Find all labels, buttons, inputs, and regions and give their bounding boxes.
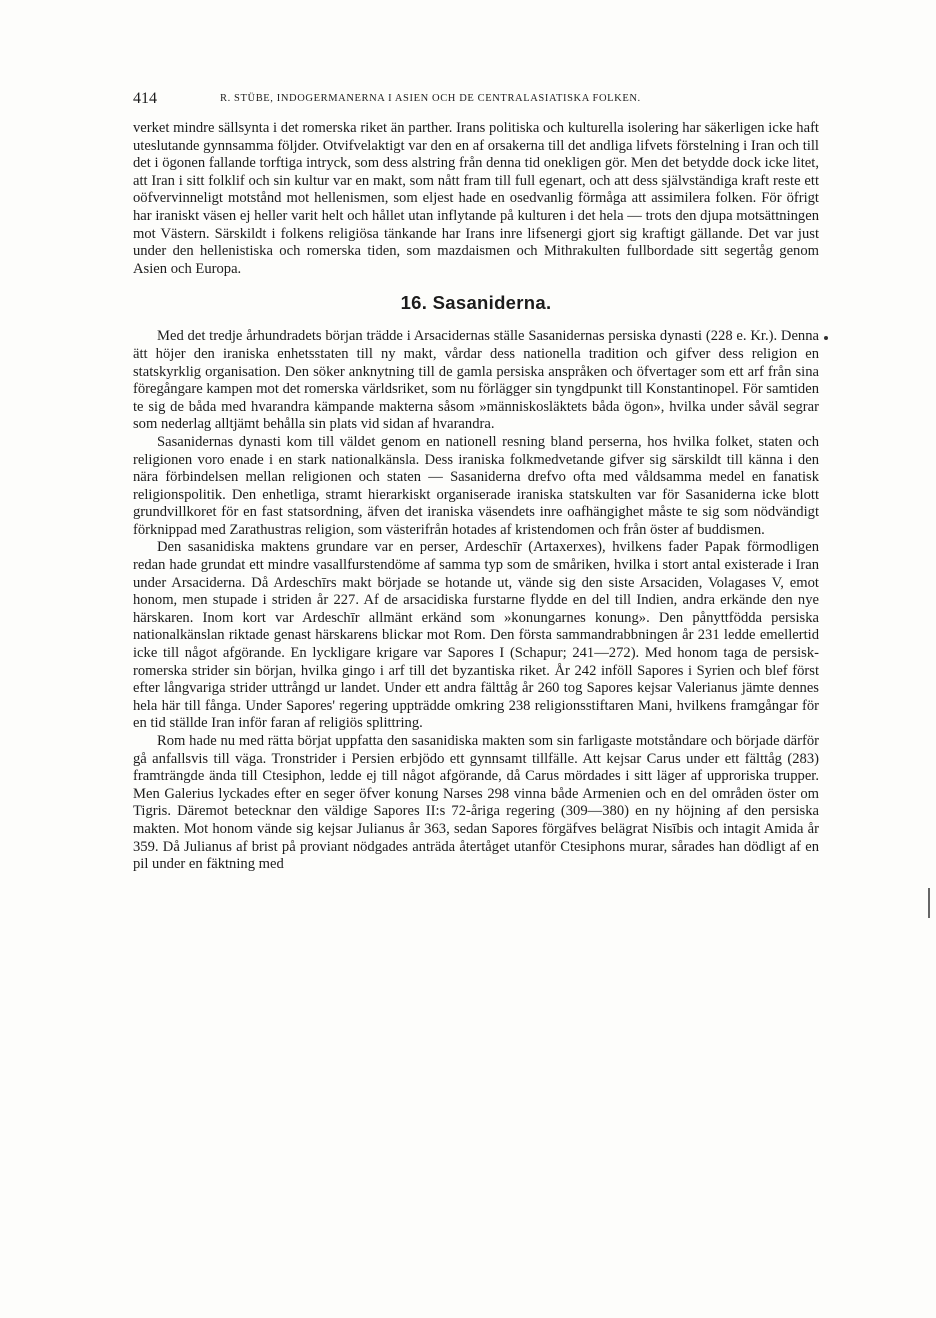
- paragraph: Sasanidernas dynasti kom till väldet genom en nationell resning bland perserna, hos hvilka folket, staten och religionen voro enade i en stark nationalkänsla. Dess iraniska folkmedvetande gifver sig särskildt till känna i den nära förbindelsen mellan religionen och staten — Sasaniderna drefvo ofta med våldsamma medel en fanatisk religionspolitik. Den enhetliga, stramt hierarkiskt organiserade iraniska statskulten var för Sasaniderna icke blott grundvillkoret för en fast statsordning, äfven det iraniska väsendets inre oafhängighet måste te sig som nödvändigt förknippad med Zarathustras religion, som västerifrån hotades af kristendomen och från öster af buddismen.: [133, 433, 819, 538]
- page-number: 414: [133, 90, 157, 107]
- speck-mark: [824, 336, 828, 340]
- page-body: [133, 90, 819, 874]
- paragraph: Rom hade nu med rätta börjat uppfatta den sasanidiska makten som sin farligaste motståndare och började därför gå anfallsvis till väga. Tronstrider i Persien erbjödo ett gynnsamt tillfälle. Att kejsar Carus under ett fälttåg (283) framträngde ända till Ctesiphon, ledde ej till något afgörande, då Carus mördades i sitt läger af upproriska trupper. Men Galerius lyckades efter en seger öfver konung Narses 298 vinna både Armenien och en del områden öster om Tigris. Däremot betecknar den väldige Sapores II:s 72-åriga regering (309—380) en ny höjning af den persiska makten. Mot honom vände sig kejsar Julianus år 363, sedan Sapores förgäfves belägrat Nisībis och intagit Amida år 359. Då Julianus af brist på proviant nödgades anträda återtåget utanför Ctesiphons murar, sårades han dödligt af en pil under en fäktning med: [133, 733, 819, 873]
- paragraph: Den sasanidiska maktens grundare var en perser, Ardeschīr (Artaxerxes), hvilkens fader Papak förmodligen redan hade grundat ett mindre vasallfurstendöme af samma typ som de småriken, hvilka i stort antal existerade i Iran under Arsaciderna. Då Ardeschīrs makt började se hotande ut, vände sig den siste Arsaciden, Volagases V, emot honom, men stupade i striden år 227. Af de arsacidiska furstarne flydde en del till Indien, andra erkände den nye härskaren. Inom kort var Ardeschīr allmänt erkänd som »konungarnes konung». Den pånyttfödda persiska nationalkänslan riktade genast härskarens blickar mot Rom. Den första sammandrabbningen år 231 ledde emellertid icke till något afgörande. En lyckligare krigare var Sapores I (Schapur; 241—272). Med honom taga de persisk-romerska strider sin början, hvilka gingo i arf till det byzantiska riket. År 242 inföll Sapores i Syrien och blef först efter långvariga strider uttrångd ur landet. Under ett andra fälttåg år 260 tog Sapores kejsar Valerianus jämte dennes hela här till fånga. Under Sapores' regering uppträdde omkring 238 religionsstiftaren Mani, hvilkens framgångar för en tid ställde Iran inför faran af religiös splittring.: [133, 539, 819, 732]
- section-heading: 16. Sasaniderna.: [400, 292, 552, 314]
- running-title: R. STÜBE, INDOGERMANERNA I ASIEN OCH DE CENTRALASIATISKA FOLKEN.: [220, 93, 641, 104]
- scan-edge-mark: [928, 888, 930, 918]
- paragraph: Med det tredje århundradets början trädde i Arsacidernas ställe Sasanidernas persiska dynasti (228 e. Kr.). Denna ätt höjer den iraniska enhetsstaten till ny makt, vårdar dess nationella tradition och gifver dess religion en statskyrklig organisation. Den söker anknytning till de gamla persiska anspråken och öfvertager som ett arf från sina föregångare kampen mot det romerska världsriket, som nu förlägger sin tyngdpunkt till Konstantinopel. För samtiden te sig de båda med hvarandra kämpande makterna såsom »människosläktets båda ögon», hvilka under såväl segrar som nederlag alltjämt behålla sin plats vid sidan af hvarandra.: [133, 328, 819, 433]
- running-header: [133, 90, 819, 114]
- intro-paragraph: verket mindre sällsynta i det romerska riket än parther. Irans politiska och kulturella isolering har säkerligen icke haft uteslutande gynnsamma följder. Otvifvelaktigt var den en af orsakerna till det andliga lifvets förstelning i Iran och till det i ögonen fallande torftiga intryck, som dess alstring från denna tid onekligen gör. Men det betydde dock icke litet, att Iran i sitt folklif och sin kultur var en makt, som nått fram till full egenart, och att dess självständiga kraft reste ett oöfvervinneligt motstånd mot hellenismen, som eljest hade en osedvanlig förmåga att assimilera folken. För öfrigt har iraniskt väsen ej heller varit helt och hållet utan inflytande på kulturen i det hela — trots den djupa motsättningen mot Västern. Särskildt i folkens religiösa tänkande har Irans inre lifsenergi gjort sig kraftigt gällande. Det var just under den hellenistiska och romerska tiden, som mazdaismen och Mithrakulten fullbordade sitt segertåg genom Asien och Europa.: [133, 120, 819, 277]
